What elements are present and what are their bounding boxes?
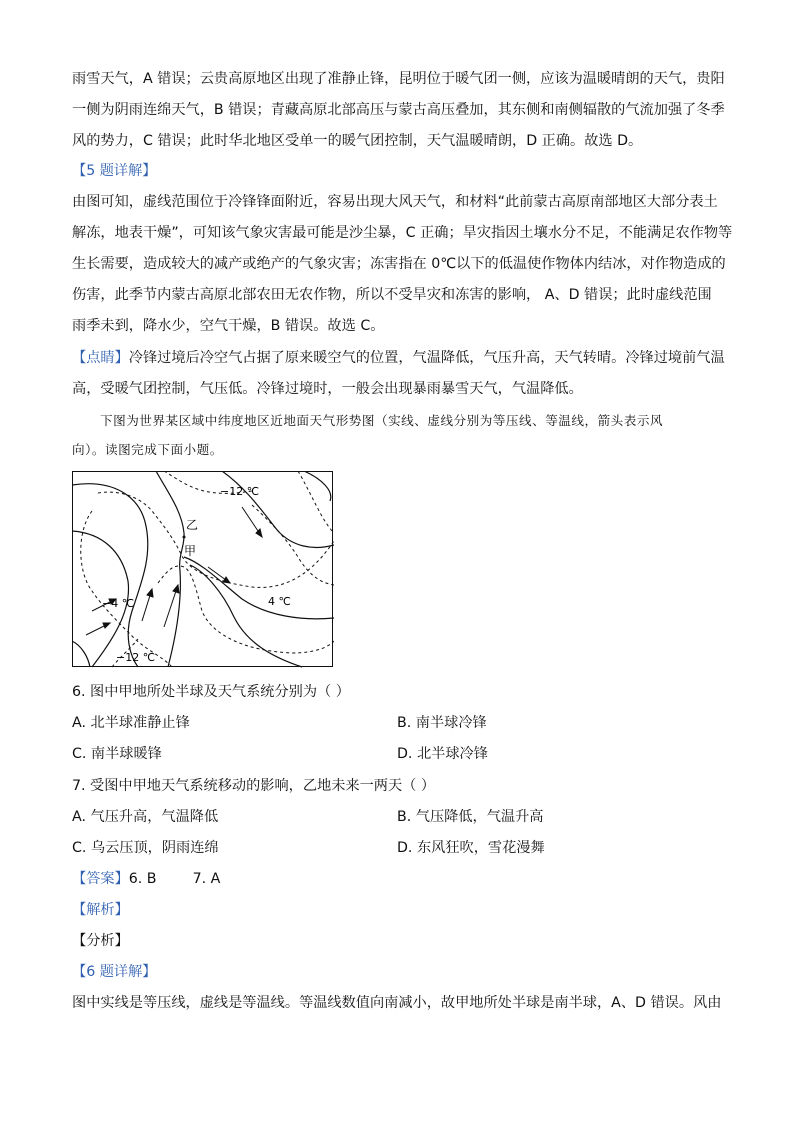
q7-option-c: C. 乌云压顶，阴雨连绵 xyxy=(72,840,219,856)
q6-stem: 6. 图中甲地所处半球及天气系统分别为（ ） xyxy=(72,684,350,700)
text-line: 由图可知，虚线范围位于冷锋锋面附近，容易出现大风天气，和材料“此前蒙古高原南部地区大部分表土 xyxy=(72,194,718,210)
q6-heading: 【6 题详解】 xyxy=(72,964,157,980)
temp-label: 4 ℃ xyxy=(268,595,291,608)
text-line: 雨季未到，降水少，空气干燥，B 错误。故选 C。 xyxy=(72,318,385,334)
text-line: 解冻，地表干燥”，可知该气象灾害最可能是沙尘暴，C 正确；旱灾指因土壤水分不足，不能满足农作物等 xyxy=(72,225,733,241)
q6-option-d: D. 北半球冷锋 xyxy=(397,746,488,762)
tip-line xyxy=(72,347,725,367)
q5-heading: 【5 题详解】 xyxy=(72,163,157,179)
text-line: 雨雪天气，A 错误；云贵高原地区出现了准静止锋，昆明位于暖气团一侧，应该为温暖晴朗的天气，贵阳 xyxy=(72,71,725,87)
analysis-label: 【解析】 xyxy=(72,902,129,918)
fenxi-label: 【分析】 xyxy=(72,933,129,949)
tip-label: 【点睛】 xyxy=(72,350,129,366)
q7-option-b: B. 气压降低，气温升高 xyxy=(397,809,544,825)
q7-option-d: D. 东风狂吹，雪花漫舞 xyxy=(397,840,545,856)
q7-option-a: A. 气压升高，气温降低 xyxy=(72,809,219,825)
point-label-jia: 甲 xyxy=(184,544,197,558)
temp-label: −12 ℃ xyxy=(220,485,260,498)
figure-intro: 向）。读图完成下面小题。 xyxy=(72,442,223,457)
text-line: 一侧为阴雨连绵天气，B 错误；青藏高原北部高压与蒙古高压叠加，其东侧和南侧辐散的气流加强了冬季 xyxy=(72,102,725,118)
text-line: 伤害，此季节内蒙古高原北部农田无农作物，所以不受旱灾和冻害的影响， A、D 错误；此时虚线范围 xyxy=(72,287,712,303)
q7-stem: 7. 受图中甲地天气系统移动的影响，乙地未来一两天（ ） xyxy=(72,778,436,794)
answer-label: 【答案】 xyxy=(72,871,129,887)
weather-map xyxy=(72,471,334,668)
q6-option-c: C. 南半球暖锋 xyxy=(72,746,162,762)
q6-option-b: B. 南半球冷锋 xyxy=(397,715,487,731)
text-line: 高，受暖气团控制，气压低。冷锋过境时，一般会出现暴雨暴雪天气，气温降低。 xyxy=(72,381,583,397)
text-line: 风的势力，C 错误；此时华北地区受单一的暖气团控制，天气温暖晴朗，D 正确。故选 D。 xyxy=(72,133,643,149)
text-line: 图中实线是等压线，虚线是等温线。等温线数值向南减小，故甲地所处半球是南半球，A、D 错误。风由 xyxy=(72,995,722,1011)
temp-label: −4 ℃ xyxy=(102,597,135,610)
point-label-yi: 乙 xyxy=(186,518,199,532)
text-line: 生长需要，造成较大的减产或绝产的气象灾害；冻害指在 0℃以下的低温使作物体内结冰，对作物造成的 xyxy=(72,256,726,272)
tip-text: 冷锋过境后冷空气占据了原来暖空气的位置，气温降低，气压升高，天气转晴。冷锋过境前气温 xyxy=(128,350,725,366)
temp-label: −12 ℃ xyxy=(116,651,156,664)
q6-option-a: A. 北半球准静止锋 xyxy=(72,715,190,731)
answer-line xyxy=(72,868,220,888)
answer-text: 6. B 7. A xyxy=(128,871,221,887)
figure-intro: 下图为世界某区域中纬度地区近地面天气形势图（实线、虚线分别为等压线、等温线，箭头表示风 xyxy=(100,413,664,428)
